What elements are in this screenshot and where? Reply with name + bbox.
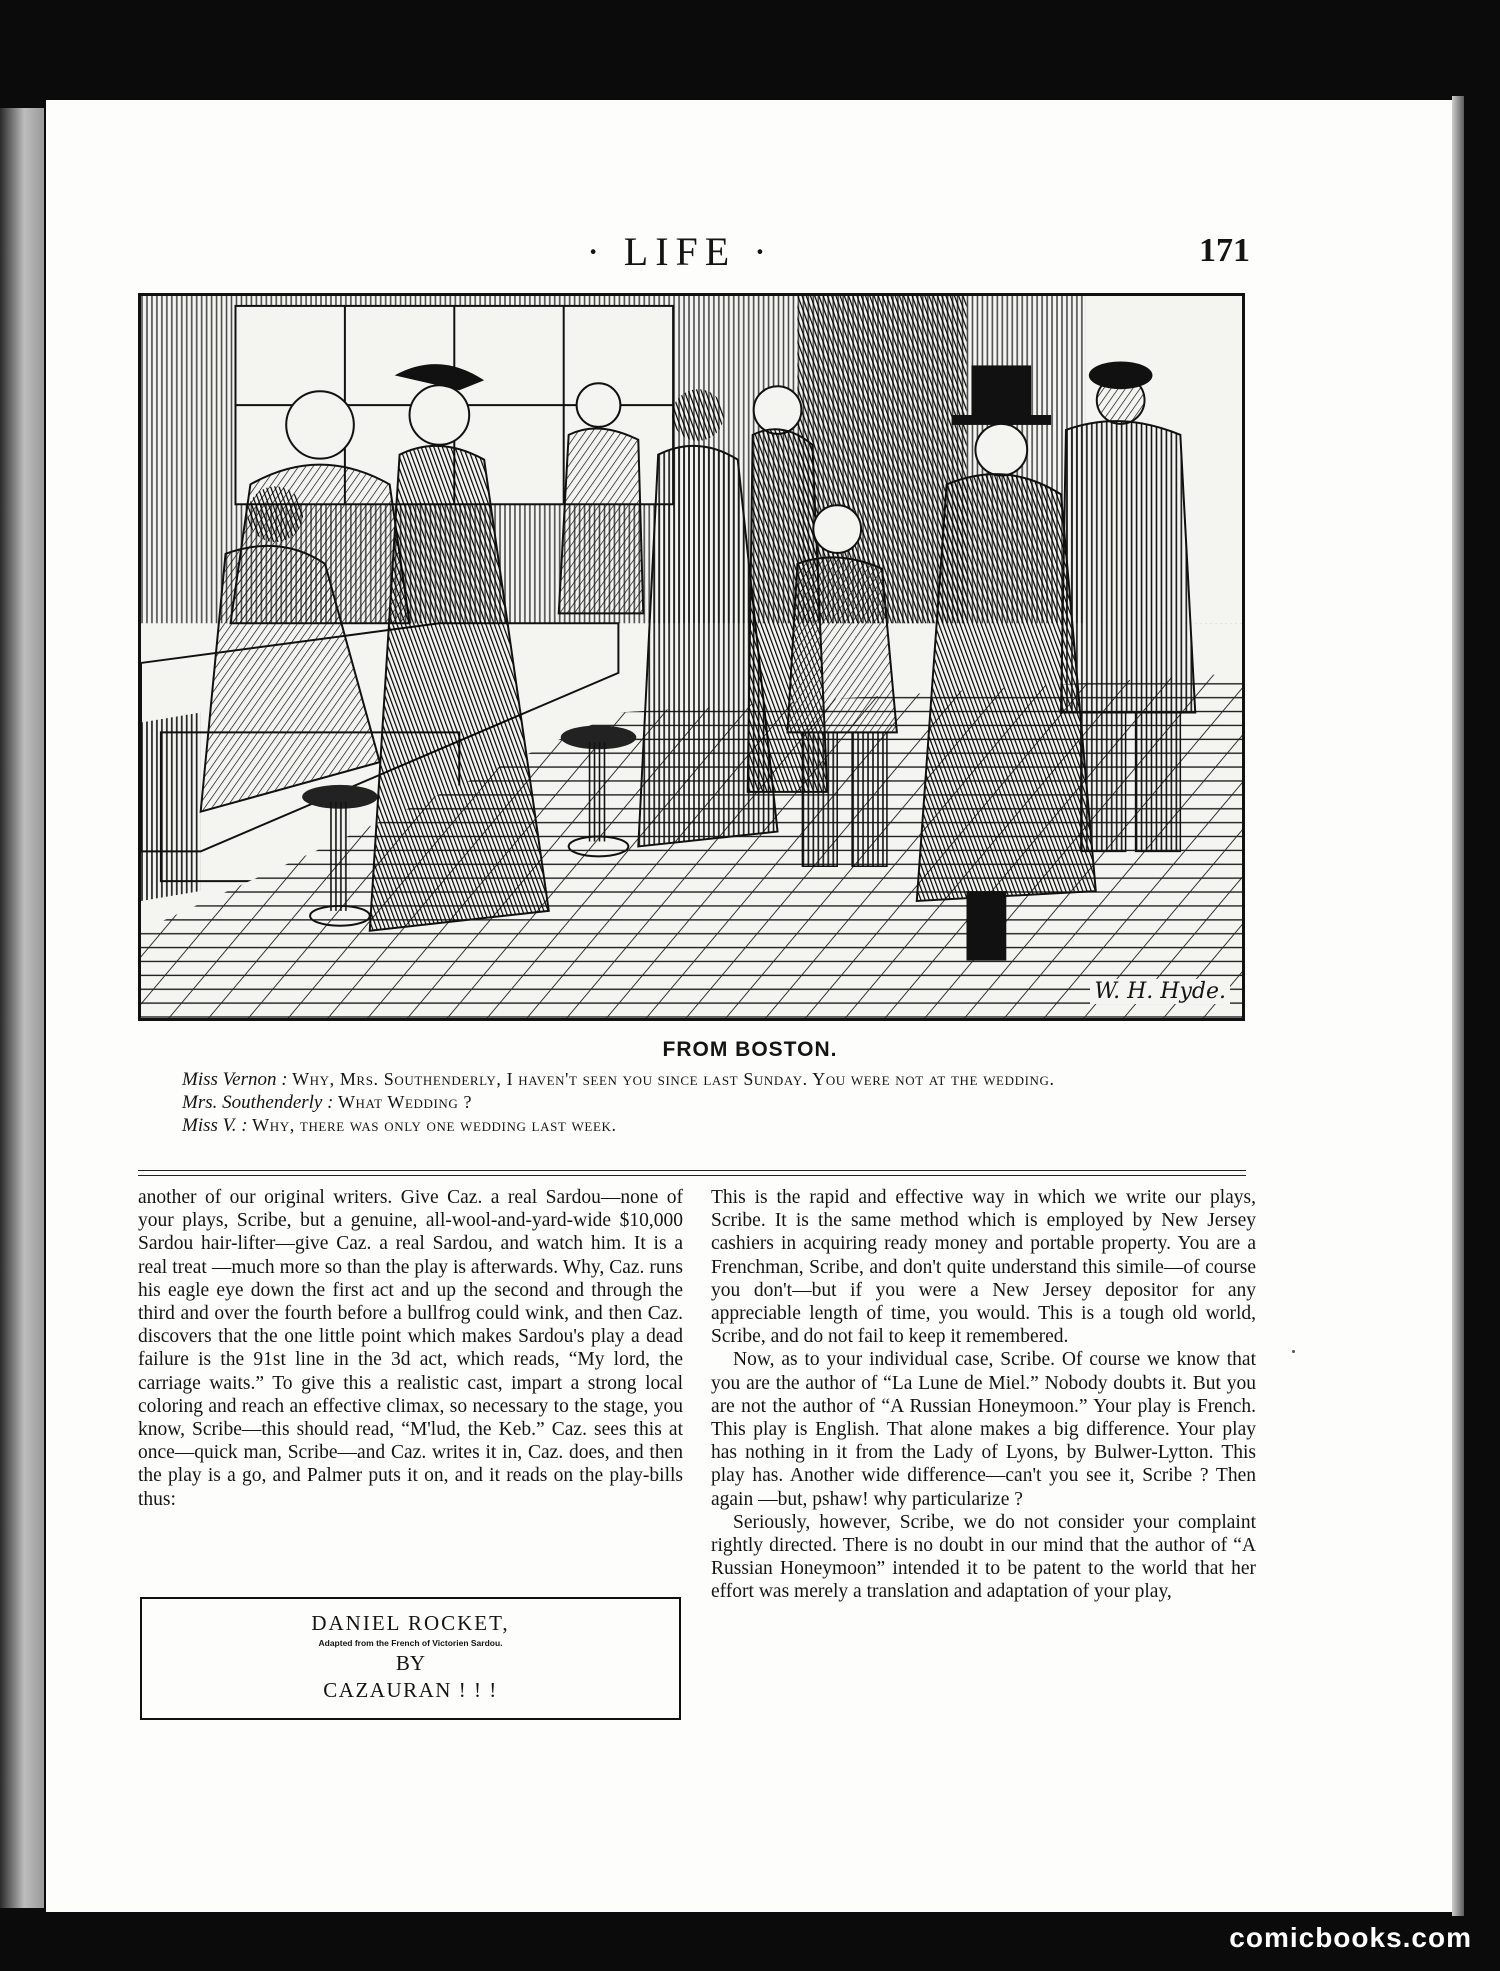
caption-title: FROM BOSTON. [662, 1038, 838, 1061]
dialogue-line [138, 1091, 1248, 1114]
site-watermark: comicbooks.com [1229, 1922, 1472, 1953]
right-column [711, 1186, 1256, 1604]
speaker: Miss Vernon : [182, 1069, 288, 1090]
body-paragraph: Seriously, however, Scribe, we do not consider your complaint rightly directed. There is no doubt in our mind that the author of “A Russian Honeymoon” intended it to be patent to the world that her effort was merely a translation and adaptation of your play, [711, 1511, 1256, 1603]
engraving-illustration [138, 293, 1245, 1021]
dialogue-text: What Wedding ? [337, 1092, 473, 1112]
body-paragraph: another of our original writers. Give Caz. a real Sardou—none of your plays, Scribe, but a genuine, all-wool-and-yard-wide $10,000 Sardou hair-lifter—give Caz. a real Sardou, and watch him. It is a real treat —much more so than the play is afterwards. Why, Caz. runs his eagle eye down the first act and up the second and through the third and over the fourth before a bullfrog could wink, and then Caz. discovers that the one little point which makes Sardou's play a dead failure is the 91st line in the 3d act, which reads, “My lord, the carriage waits.” To give this a realistic cast, impart a strong local coloring and reach an effective climax, so necessary to the stage, you know, Scribe—this should read, “M'lud, the Keb.” Caz. sees this at once—quick man, Scribe—and Caz. writes it in, Caz. does, and then the play is a go, and Palmer puts it on, and it reads on the play-bills thus: [138, 1187, 683, 1510]
artist-signature: W. H. Hyde. [1090, 979, 1230, 1004]
playbill-title: DANIEL ROCKET, [311, 1611, 510, 1635]
body-paragraph: This is the rapid and effective way in which we write our plays, Scribe. It is the same method which is employed by New Jersey cashiers in acquiring ready money and portable property. You are a Frenchman, Scribe, and don't quite understand this simile—of course you don't—but if you were a New Jersey depositor for any appreciable length of time, you would. This is a tough old world, Scribe, and do not fail to keep it remembered. [711, 1187, 1256, 1348]
print-speck [1292, 1350, 1295, 1353]
dialogue-line [138, 1068, 1248, 1091]
left-page-edge [0, 108, 44, 1908]
playbill-by: BY [395, 1651, 426, 1675]
dialogue-text: Why, Mrs. Southenderly, I haven't seen you since last Sunday. You were not at the wedding. [292, 1069, 1055, 1089]
dialogue-line [138, 1114, 1248, 1137]
playbill-box [140, 1597, 681, 1720]
body-paragraph: Now, as to your individual case, Scribe. Of course we know that you are the author of “La Lune de Miel.” Nobody doubts it. But you are not the author of “A Russian Honeymoon.” Your play is French. This play is English. That alone makes a big difference. Your play has nothing in it from the Lady of Lyons, by Bulwer-Lytton. This play has. Another wide difference—can't you see it, Scribe ? Then again —but, pshaw! why particularize ? [711, 1349, 1256, 1510]
page-number: 171 [1199, 232, 1250, 269]
playbill-subtitle: Adapted from the French of Victorien Sardou. [318, 1638, 503, 1648]
caption-dialogue [138, 1068, 1248, 1137]
masthead-title: · LIFE · [586, 229, 774, 274]
section-divider [138, 1170, 1246, 1176]
dialogue-text: Why, there was only one wedding last week. [252, 1115, 617, 1135]
speaker: Mrs. Southenderly : [182, 1092, 334, 1113]
left-column [138, 1186, 683, 1511]
speaker: Miss V. : [182, 1115, 248, 1136]
page-shadow [1452, 96, 1464, 1916]
playbill-author: CAZAURAN ! ! ! [323, 1678, 498, 1702]
engraving-drawing [141, 296, 1242, 1018]
